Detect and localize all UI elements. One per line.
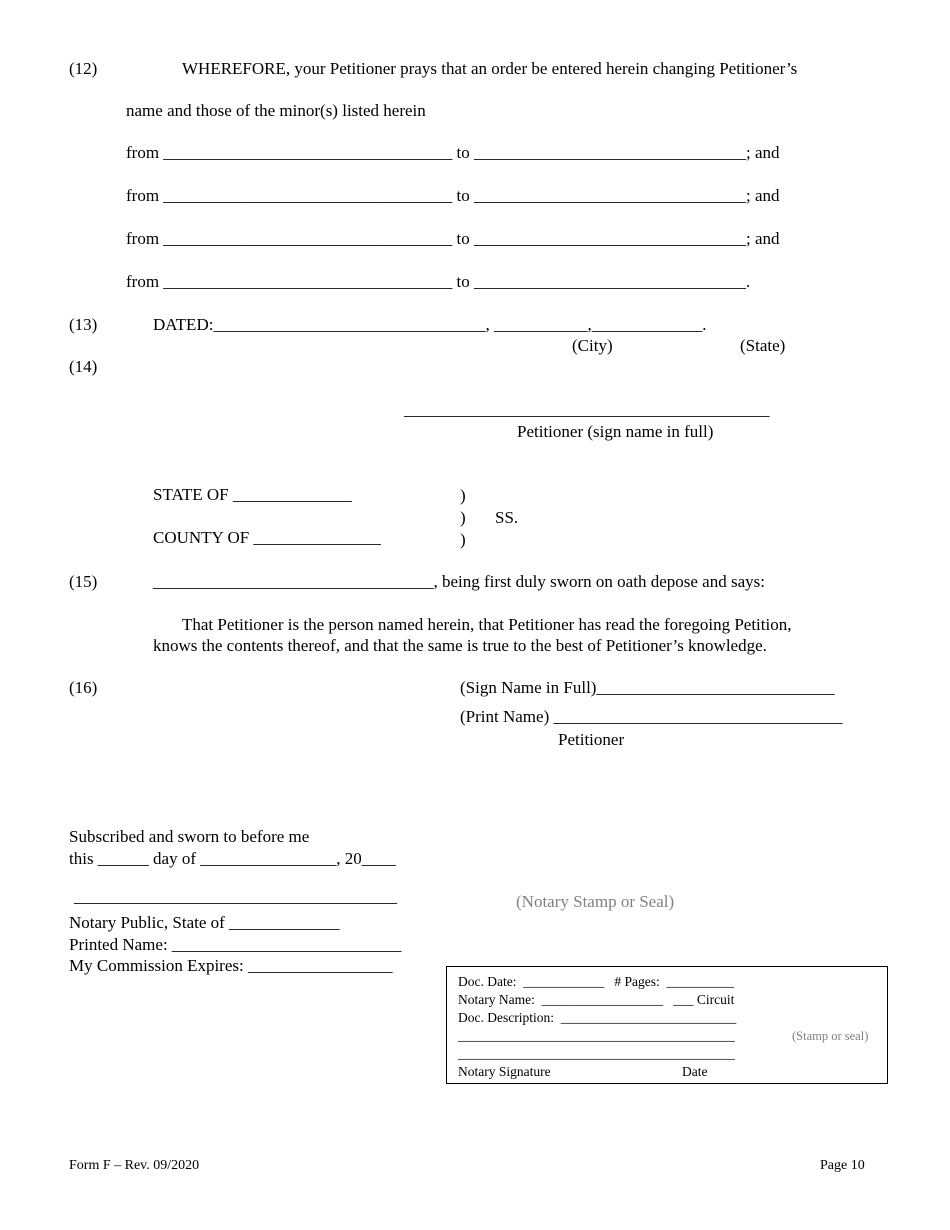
county-of-field[interactable]: COUNTY OF _______________ <box>153 528 381 547</box>
notary-printed-name-field[interactable]: Printed Name: ___________________________ <box>69 935 402 954</box>
name-change-row-4[interactable]: from __________________________________ to ________________________________. <box>126 272 751 291</box>
para-16-number: (16) <box>69 678 98 697</box>
para-12-number: (12) <box>69 59 98 78</box>
commission-expires-field[interactable]: My Commission Expires: _________________ <box>69 956 393 975</box>
box-stamp-placeholder: (Stamp or seal) <box>792 1029 869 1043</box>
para-12-line2: name and those of the minor(s) listed herein <box>126 101 426 120</box>
venue-paren-3: ) <box>460 530 466 549</box>
state-caption: (State) <box>740 336 786 355</box>
venue-paren-2: ) <box>460 508 466 527</box>
venue-paren-1: ) <box>460 486 466 505</box>
notary-name-field[interactable]: Notary Name: __________________ ___ Circuit <box>458 992 735 1007</box>
jurat-day-field[interactable]: this ______ day of ________________, 20____ <box>69 849 396 868</box>
notary-state-field[interactable]: Notary Public, State of _____________ <box>69 913 340 932</box>
petitioner-caption: Petitioner <box>558 730 625 749</box>
name-change-row-2[interactable]: from __________________________________ to ________________________________; and <box>126 186 780 205</box>
oath-text-line2: knows the contents thereof, and that the same is true to the best of Petitioner’s knowledge. <box>153 636 767 655</box>
para-13-number: (13) <box>69 315 98 334</box>
form-revision: Form F – Rev. 09/2020 <box>69 1158 200 1173</box>
name-change-row-1[interactable]: from __________________________________ to ________________________________; and <box>126 143 780 162</box>
ss-label: SS. <box>495 508 519 527</box>
description-blank-line-1[interactable]: _________________________________________ <box>458 1028 735 1043</box>
city-caption: (City) <box>572 336 613 355</box>
page-number: Page 10 <box>820 1158 865 1173</box>
oath-text-line1: That Petitioner is the person named herein, that Petitioner has read the foregoing Petition, <box>182 615 792 634</box>
petitioner-signature-line[interactable]: ___________________________________________ <box>404 400 770 419</box>
doc-description-field[interactable]: Doc. Description: __________________________ <box>458 1010 737 1025</box>
notary-info-box <box>446 966 888 1084</box>
print-name-field[interactable]: (Print Name) __________________________________ <box>460 707 843 726</box>
petitioner-signature-caption: Petitioner (sign name in full) <box>517 422 714 441</box>
notary-signature-label: Notary Signature <box>458 1064 551 1079</box>
name-change-row-3[interactable]: from __________________________________ to ________________________________; and <box>126 229 780 248</box>
dated-field[interactable]: DATED:________________________________, ___________,_____________. <box>153 315 707 334</box>
notary-signature-line[interactable]: ______________________________________ <box>74 887 397 906</box>
doc-date-field[interactable]: Doc. Date: ____________ # Pages: __________ <box>458 974 734 989</box>
description-blank-line-2[interactable]: _________________________________________ <box>458 1046 735 1061</box>
para-15-number: (15) <box>69 572 98 591</box>
state-of-field[interactable]: STATE OF ______________ <box>153 485 352 504</box>
box-date-label: Date <box>682 1064 708 1079</box>
para-12-line1: WHEREFORE, your Petitioner prays that an order be entered herein changing Petitioner’s <box>182 59 798 78</box>
jurat-line1: Subscribed and sworn to before me <box>69 827 310 846</box>
sign-name-full-field[interactable]: (Sign Name in Full)____________________________ <box>460 678 835 697</box>
affiant-name-line[interactable]: _________________________________, being first duly sworn on oath depose and says: <box>153 572 765 591</box>
notary-stamp-placeholder: (Notary Stamp or Seal) <box>516 892 675 911</box>
para-14-number: (14) <box>69 357 98 376</box>
